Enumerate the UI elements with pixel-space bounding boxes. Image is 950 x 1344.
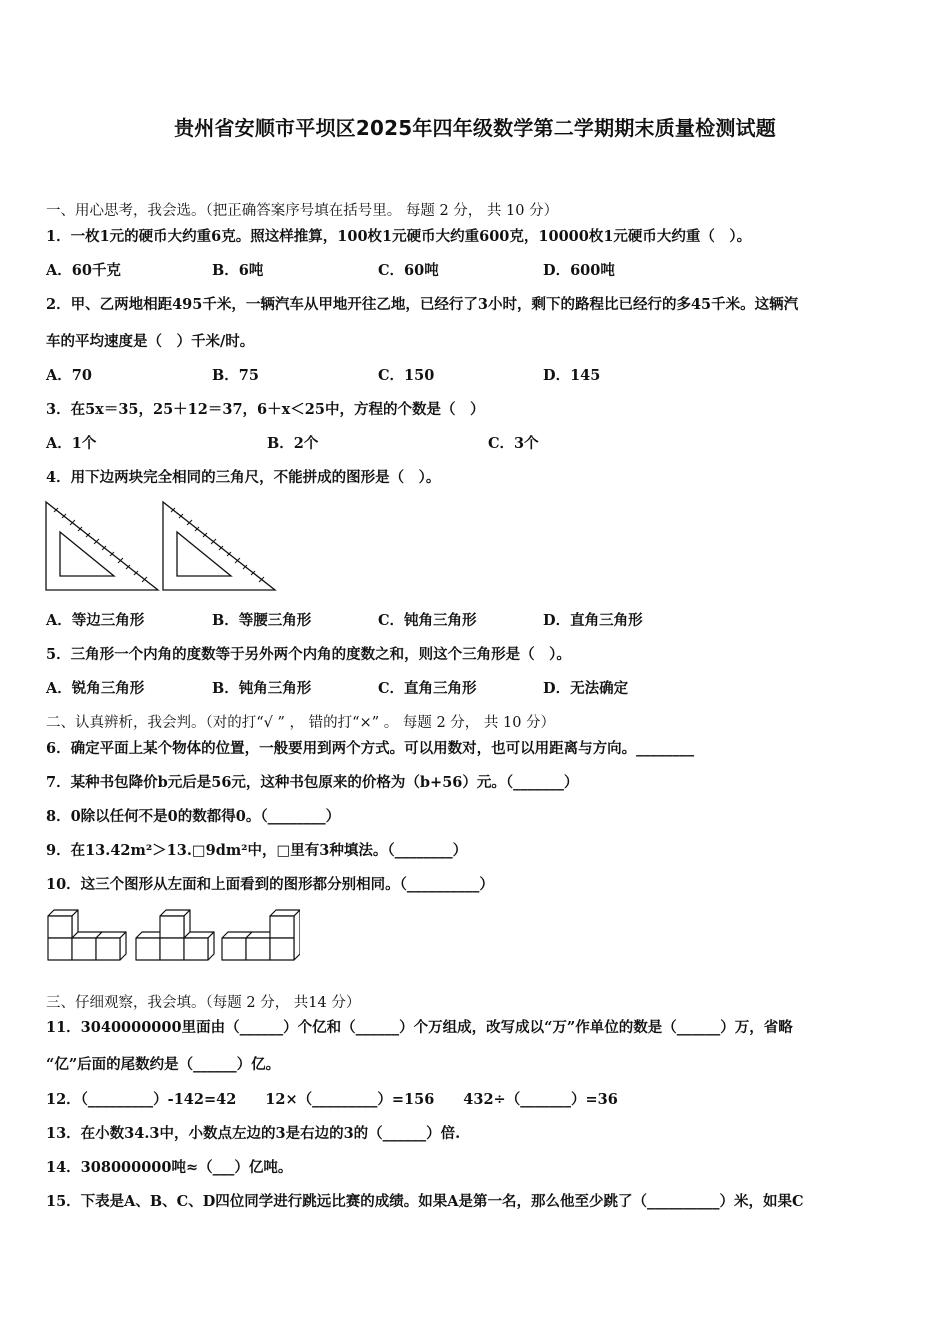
question-6: 6．确定平面上某个物体的位置，一般要用到两个方式。可以用数对，也可以用距离与方向。________ [46,740,695,757]
q4-option-b: B．等腰三角形 [212,612,312,629]
question-2-line1: 2．甲、乙两地相距495千米，一辆汽车从甲地开往乙地，已经行了3小时，剩下的路程比已经行的多45千米。这辆汽 [46,296,799,313]
question-3: 3．在5x＝35，25＋12＝37，6＋x＜25中，方程的个数是（ ） [46,401,485,418]
question-11-line2: “亿”后面的尾数约是（______）亿。 [46,1056,281,1073]
q1-option-d: D．600吨 [543,262,615,279]
q2-option-d: D．145 [543,367,601,384]
q3-option-c: C．3个 [488,435,539,452]
q2-option-c: C．150 [378,367,435,384]
q5-option-a: A．锐角三角形 [46,680,145,697]
question-4: 4．用下边两块完全相同的三角尺，不能拼成的图形是（ ）。 [46,469,441,486]
cube-figures [44,906,300,962]
q2-option-a: A．70 [46,367,92,384]
q3-option-a: A．1个 [46,435,97,452]
section3-heading: 三、仔细观察，我会填。（每题 2 分， 共14 分） [46,995,361,1011]
q4-option-a: A．等边三角形 [46,612,145,629]
q4-option-c: C．钝角三角形 [378,612,477,629]
question-8: 8．0除以任何不是0的数都得0。（________） [46,808,341,825]
question-5: 5．三角形一个内角的度数等于另外两个内角的度数之和，则这个三角形是（ ）。 [46,646,571,663]
cube-figure-2 [136,910,214,960]
question-15: 15．下表是A、B、C、D四位同学进行跳远比赛的成绩。如果A是第一名，那么他至少跳了（__________）米，如果C [46,1193,804,1210]
q5-option-c: C．直角三角形 [378,680,477,697]
section1-heading: 一、用心思考，我会选。（把正确答案序号填在括号里。 每题 2 分， 共 10 分） [46,203,559,219]
q5-option-b: B．钝角三角形 [212,680,312,697]
q1-option-a: A．60千克 [46,262,121,279]
set-square-left [46,502,158,590]
cube-figure-3 [222,910,300,960]
cube-figure-1 [48,910,126,960]
question-10: 10．这三个图形从左面和上面看到的图形都分别相同。（__________） [46,876,494,893]
question-11-line1: 11．3040000000里面由（______）个亿和（______）个万组成，改写成以“万”作单位的数是（______）万，省略 [46,1019,793,1036]
q2-option-b: B．75 [212,367,259,384]
set-square-right [163,502,275,590]
question-9: 9．在13.42m²＞13.□9dm²中，□里有3种填法。（________） [46,842,468,859]
q4-option-d: D．直角三角形 [543,612,643,629]
question-13: 13．在小数34.3中，小数点左边的3是右边的3的（______）倍. [46,1125,461,1142]
question-2-line2: 车的平均速度是（ ）千米/时。 [46,333,255,350]
page-title: 贵州省安顺市平坝区2025年四年级数学第二学期期末质量检测试题 [174,116,776,140]
question-12: 12．（_________）-142=42 12×（_________）=156 432÷（_______）=36 [46,1091,618,1108]
q3-option-b: B．2个 [267,435,319,452]
q1-option-c: C．60吨 [378,262,439,279]
q1-option-b: B．6吨 [212,262,264,279]
question-14: 14．308000000吨≈（___）亿吨。 [46,1159,293,1176]
section2-heading: 二、认真辨析，我会判。（对的打“√ ” ， 错的打“×” 。 每题 2 分， 共 10 分） [46,715,556,731]
question-7: 7．某种书包降价b元后是56元，这种书包原来的价格为（b+56）元。（_______） [46,774,579,791]
q5-option-d: D．无法确定 [543,680,629,697]
set-squares-figure [44,500,278,592]
question-1: 1．一枚1元的硬币大约重6克。照这样推算，100枚1元硬币大约重600克，10000枚1元硬币大约重（ ）。 [46,228,752,245]
